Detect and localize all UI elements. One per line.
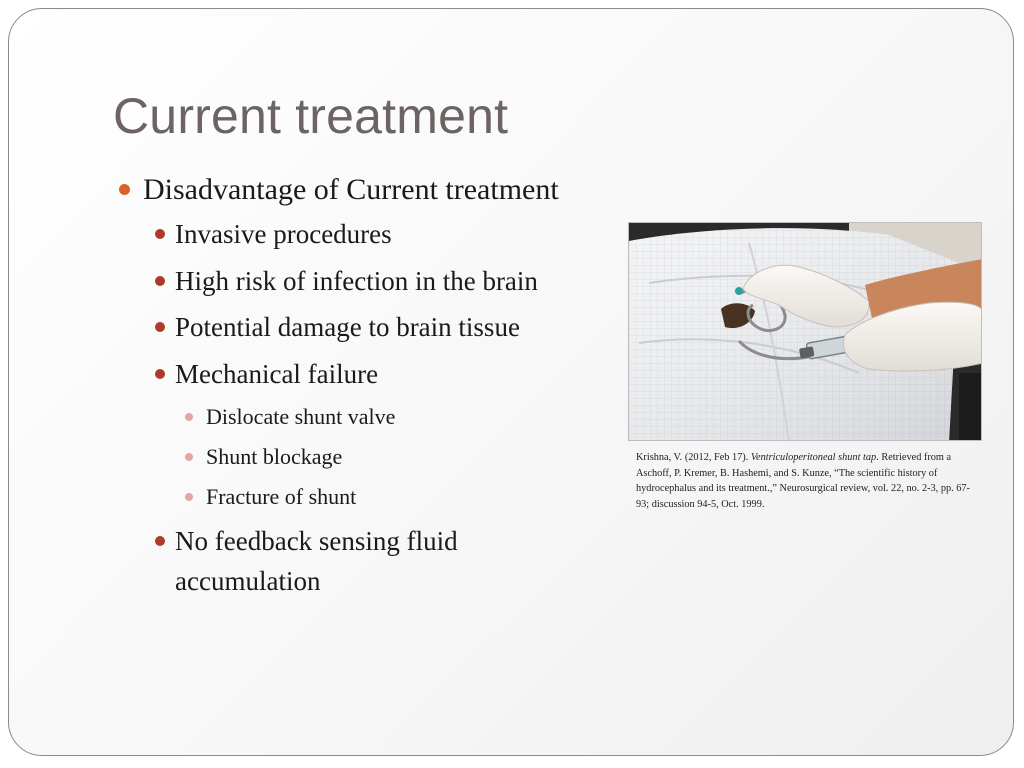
- bullet-level2: [115, 258, 635, 305]
- bullet-level2: [115, 351, 635, 398]
- bullet-level2: [115, 521, 575, 601]
- bullet-level2: [115, 304, 635, 351]
- bullet-dot-icon: [155, 536, 165, 546]
- bullet-list: [115, 169, 635, 601]
- bullet-text: Mechanical failure: [175, 358, 379, 389]
- bullet-dot-icon: [155, 322, 165, 332]
- slide-title: Current treatment: [113, 88, 509, 144]
- bullet-level2: [115, 211, 635, 258]
- bullet-text: Potential damage to brain tissue: [175, 312, 520, 342]
- bullet-text: Invasive procedures: [175, 219, 392, 249]
- bullet-dot-icon: [185, 453, 193, 461]
- bullet-text: No feedback sensing fluid accumulation: [175, 526, 458, 596]
- bullet-level3: [115, 437, 635, 477]
- slide: [8, 8, 1014, 756]
- bullet-dot-icon: [155, 369, 165, 379]
- bullet-dot-icon: [155, 229, 165, 239]
- citation-title: Ventriculoperitoneal shunt tap: [750, 452, 877, 463]
- bullet-level3: [115, 477, 635, 517]
- bullet-text: High risk of infection in the brain: [175, 265, 538, 296]
- image-citation: [636, 450, 981, 512]
- bullet-dot-icon: [185, 413, 193, 421]
- bullet-text: Shunt blockage: [206, 444, 343, 469]
- bullet-text: Fracture of shunt: [206, 484, 357, 509]
- bullet-level1: [115, 169, 635, 211]
- bullet-text: Dislocate shunt valve: [206, 404, 396, 429]
- bullet-text: Disadvantage of Current treatment: [143, 173, 559, 206]
- bullet-dot-icon: [155, 276, 165, 286]
- citation-reference: . Retrieved from a Aschoff, P. Kremer, B. Hashemi, and S. Kunze, “The scientific history of hydrocephalus and its treatment.,” Neurosurgical review, vol. 22, no. 2-3, pp. 67-93; discussion 94-5, Oct. 1999.: [636, 452, 970, 510]
- bullet-dot-icon: [185, 493, 193, 501]
- citation-author: Krishna, V. (2012, Feb 17).: [636, 452, 751, 463]
- bullet-dot-icon: [119, 184, 130, 195]
- shunt-procedure-photo: [628, 222, 982, 441]
- bullet-level3: [115, 397, 635, 437]
